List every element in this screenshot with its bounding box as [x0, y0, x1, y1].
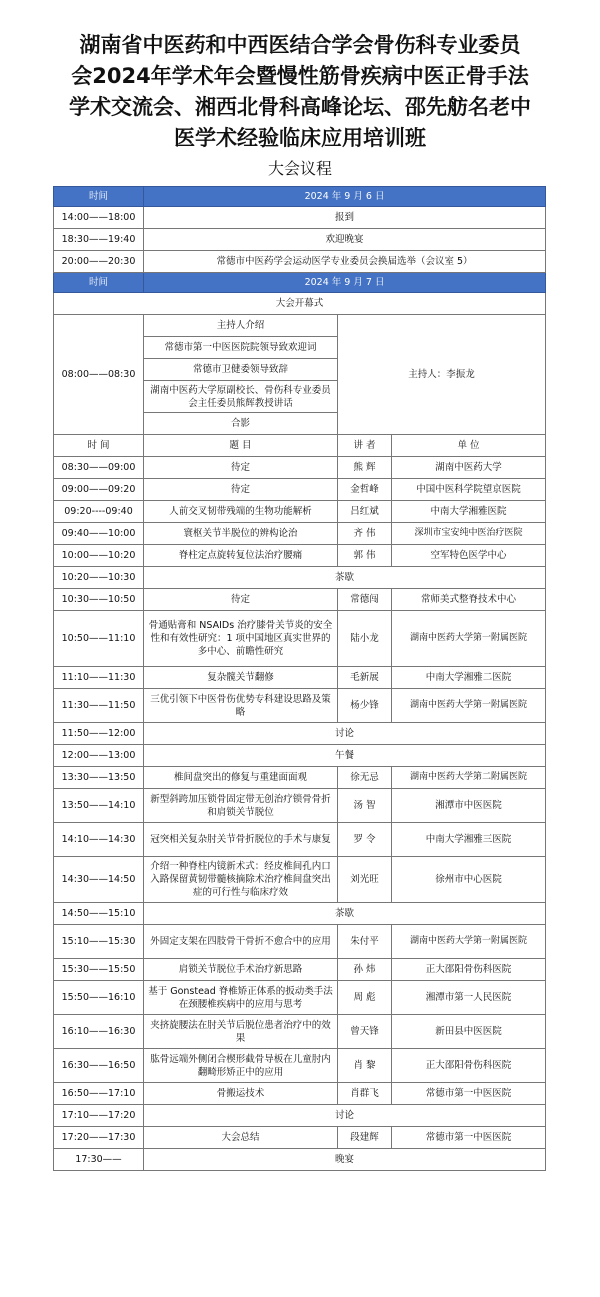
- topic-cell: 三优引领下中医骨伤优势专科建设思路及策略: [144, 689, 338, 723]
- time-cell: 18:30——19:40: [54, 229, 144, 251]
- day-header-date: 2024 年 9 月 6 日: [144, 187, 546, 207]
- unit-cell: 新田县中医医院: [392, 1015, 546, 1049]
- topic-cell: 冠突相关复杂肘关节骨折脱位的手术与康复: [144, 823, 338, 857]
- unit-cell: 正大邵阳骨伤科医院: [392, 1049, 546, 1083]
- unit-cell: 空军特色医学中心: [392, 545, 546, 567]
- table-row: [54, 689, 546, 723]
- time-cell: 11:30——11:50: [54, 689, 144, 723]
- table-row: [54, 207, 546, 229]
- topic-cell: 大会总结: [144, 1127, 338, 1149]
- page-title: [20, 30, 580, 154]
- time-cell: 11:10——11:30: [54, 667, 144, 689]
- speaker-cell: 肖 黎: [338, 1049, 392, 1083]
- unit-cell: 常德市第一中医医院: [392, 1127, 546, 1149]
- column-header: 时 间: [54, 435, 144, 457]
- unit-cell: 中南大学湘雅医院: [392, 501, 546, 523]
- table-row: [54, 823, 546, 857]
- time-cell: 16:10——16:30: [54, 1015, 144, 1049]
- time-cell: 17:30——: [54, 1149, 144, 1171]
- unit-cell: 常德市第一中医医院: [392, 1083, 546, 1105]
- table-row: [54, 1105, 546, 1127]
- opening-time: 08:00——08:30: [54, 315, 144, 435]
- table-row: [54, 611, 546, 667]
- time-cell: 13:50——14:10: [54, 789, 144, 823]
- day-header: [54, 187, 546, 207]
- speaker-cell: 段建辉: [338, 1127, 392, 1149]
- event-cell: 晚宴: [144, 1149, 546, 1171]
- table-row: [54, 315, 546, 337]
- table-row: [54, 523, 546, 545]
- topic-cell: 脊柱定点旋转复位法治疗腰痛: [144, 545, 338, 567]
- table-row: [54, 479, 546, 501]
- table-row: [54, 723, 546, 745]
- time-cell: 13:30——13:50: [54, 767, 144, 789]
- speaker-cell: 陆小龙: [338, 611, 392, 667]
- opening-item: 常德市卫健委领导致辞: [144, 359, 338, 381]
- speaker-cell: 孙 炜: [338, 959, 392, 981]
- unit-cell: 湖南中医药大学第二附属医院: [392, 767, 546, 789]
- event-cell: 茶歇: [144, 567, 546, 589]
- unit-cell: 湘潭市中医医院: [392, 789, 546, 823]
- table-row: [54, 981, 546, 1015]
- table-row: [54, 1149, 546, 1171]
- table-row: [54, 857, 546, 903]
- speaker-cell: 汤 智: [338, 789, 392, 823]
- table-row: [54, 903, 546, 925]
- topic-cell: 肩锁关节脱位手术治疗新思路: [144, 959, 338, 981]
- speaker-cell: 罗 令: [338, 823, 392, 857]
- table-row: [54, 457, 546, 479]
- opening-host: 主持人：李振龙: [338, 315, 546, 435]
- table-row: [54, 767, 546, 789]
- topic-cell: 待定: [144, 589, 338, 611]
- table-row: [54, 1083, 546, 1105]
- speaker-cell: 周 彪: [338, 981, 392, 1015]
- table-row: [54, 545, 546, 567]
- event-cell: 讨论: [144, 723, 546, 745]
- time-cell: 16:50——17:10: [54, 1083, 144, 1105]
- speaker-cell: 金哲峰: [338, 479, 392, 501]
- event-cell: 午餐: [144, 745, 546, 767]
- title-line: 学术交流会、湘西北骨科高峰论坛、邵先舫名老中: [69, 95, 531, 119]
- unit-cell: 湖南中医药大学第一附属医院: [392, 689, 546, 723]
- title-line: 湖南省中医药和中西医结合学会骨伤科专业委员: [79, 33, 521, 57]
- speaker-cell: 熊 辉: [338, 457, 392, 479]
- topic-cell: 寰枢关节半脱位的辨构论治: [144, 523, 338, 545]
- time-cell: 09:20----09:40: [54, 501, 144, 523]
- table-row: [54, 567, 546, 589]
- unit-cell: 湘潭市第一人民医院: [392, 981, 546, 1015]
- time-cell: 15:50——16:10: [54, 981, 144, 1015]
- table-row: [54, 1127, 546, 1149]
- time-cell: 14:30——14:50: [54, 857, 144, 903]
- agenda-table: [53, 186, 546, 1171]
- topic-cell: 待定: [144, 457, 338, 479]
- table-row: [54, 501, 546, 523]
- speaker-cell: 肖群飞: [338, 1083, 392, 1105]
- time-cell: 15:10——15:30: [54, 925, 144, 959]
- time-cell: 10:30——10:50: [54, 589, 144, 611]
- topic-cell: 外固定支架在四肢骨干骨折不愈合中的应用: [144, 925, 338, 959]
- unit-cell: 中南大学湘雅三医院: [392, 823, 546, 857]
- time-cell: 16:30——16:50: [54, 1049, 144, 1083]
- agenda-subtitle: 大会议程: [267, 159, 332, 178]
- column-header: 题 目: [144, 435, 338, 457]
- unit-cell: 徐州市中心医院: [392, 857, 546, 903]
- speaker-cell: 毛新展: [338, 667, 392, 689]
- unit-cell: 湖南中医药大学第一附属医院: [392, 611, 546, 667]
- event-cell: 常德市中医药学会运动医学专业委员会换届选举（会议室 5）: [144, 251, 546, 273]
- title-line: 医学术经验临床应用培训班: [174, 126, 426, 150]
- unit-cell: 湖南中医药大学第一附属医院: [392, 925, 546, 959]
- unit-cell: 中南大学湘雅二医院: [392, 667, 546, 689]
- topic-cell: 骨搬运技术: [144, 1083, 338, 1105]
- topic-cell: 新型斜跨加压锁骨固定带无创治疗锁骨骨折和肩锁关节脱位: [144, 789, 338, 823]
- speaker-cell: 杨少锋: [338, 689, 392, 723]
- opening-ceremony: 大会开幕式: [54, 293, 546, 315]
- opening-item: 常德市第一中医医院院领导致欢迎词: [144, 337, 338, 359]
- column-header: 讲 者: [338, 435, 392, 457]
- speaker-cell: 齐 伟: [338, 523, 392, 545]
- table-row: [54, 925, 546, 959]
- unit-cell: 深圳市宝安纯中医治疗医院: [392, 523, 546, 545]
- day-header-date: 2024 年 9 月 7 日: [144, 273, 546, 293]
- topic-cell: 椎间盘突出的修复与重建面面观: [144, 767, 338, 789]
- speaker-cell: 郭 伟: [338, 545, 392, 567]
- table-row: [54, 667, 546, 689]
- unit-cell: 湖南中医药大学: [392, 457, 546, 479]
- event-cell: 茶歇: [144, 903, 546, 925]
- unit-cell: 中国中医科学院望京医院: [392, 479, 546, 501]
- opening-item: 主持人介绍: [144, 315, 338, 337]
- table-row: [54, 1015, 546, 1049]
- table-row: [54, 589, 546, 611]
- time-cell: 09:00——09:20: [54, 479, 144, 501]
- time-cell: 11:50——12:00: [54, 723, 144, 745]
- speaker-cell: 曾天锋: [338, 1015, 392, 1049]
- speaker-cell: 徐无忌: [338, 767, 392, 789]
- speaker-cell: 常德闯: [338, 589, 392, 611]
- day-header-time: 时间: [54, 273, 144, 293]
- time-cell: 17:10——17:20: [54, 1105, 144, 1127]
- topic-cell: 人前交叉韧带残端的生物功能解析: [144, 501, 338, 523]
- event-cell: 欢迎晚宴: [144, 229, 546, 251]
- speaker-cell: 刘光旺: [338, 857, 392, 903]
- time-cell: 20:00——20:30: [54, 251, 144, 273]
- topic-cell: 肱骨远端外侧闭合楔形截骨导板在儿童肘内翻畸形矫正中的应用: [144, 1049, 338, 1083]
- column-header-row: [54, 435, 546, 457]
- time-cell: 14:10——14:30: [54, 823, 144, 857]
- opening-item: 湖南中医药大学原副校长、骨伤科专业委员会主任委员熊辉教授讲话: [144, 381, 338, 413]
- table-row: [54, 229, 546, 251]
- day-header: [54, 273, 546, 293]
- event-cell: 讨论: [144, 1105, 546, 1127]
- topic-cell: 复杂髋关节翻修: [144, 667, 338, 689]
- title-line: 会2024年学术年会暨慢性筋骨疾病中医正骨手法: [71, 64, 529, 88]
- unit-cell: 常师美式整脊技术中心: [392, 589, 546, 611]
- topic-cell: 夹挤旋腰法在肘关节后脱位患者治疗中的效果: [144, 1015, 338, 1049]
- unit-cell: 正大邵阳骨伤科医院: [392, 959, 546, 981]
- time-cell: 10:20——10:30: [54, 567, 144, 589]
- column-header: 单 位: [392, 435, 546, 457]
- time-cell: 10:00——10:20: [54, 545, 144, 567]
- speaker-cell: 朱付平: [338, 925, 392, 959]
- time-cell: 17:20——17:30: [54, 1127, 144, 1149]
- table-row: [54, 745, 546, 767]
- speaker-cell: 吕红斌: [338, 501, 392, 523]
- table-row: [54, 293, 546, 315]
- time-cell: 15:30——15:50: [54, 959, 144, 981]
- opening-item: 合影: [144, 413, 338, 435]
- time-cell: 12:00——13:00: [54, 745, 144, 767]
- table-row: [54, 1049, 546, 1083]
- table-row: [54, 789, 546, 823]
- topic-cell: 待定: [144, 479, 338, 501]
- event-cell: 报到: [144, 207, 546, 229]
- time-cell: 08:30——09:00: [54, 457, 144, 479]
- table-row: [54, 959, 546, 981]
- topic-cell: 基于 Gonstead 脊椎矫正体系的扳动类手法在颈腰椎疾病中的应用与思考: [144, 981, 338, 1015]
- topic-cell: 介绍一种脊柱内镜新术式：经皮椎间孔内口入路保留黄韧带髓核摘除术治疗椎间盘突出症的可行性与临床疗效: [144, 857, 338, 903]
- time-cell: 14:50——15:10: [54, 903, 144, 925]
- time-cell: 09:40——10:00: [54, 523, 144, 545]
- time-cell: 14:00——18:00: [54, 207, 144, 229]
- topic-cell: 骨通贴膏和 NSAIDs 治疗膝骨关节炎的安全性和有效性研究：1 项中国地区真实世界的多中心、前瞻性研究: [144, 611, 338, 667]
- time-cell: 10:50——11:10: [54, 611, 144, 667]
- table-row: [54, 251, 546, 273]
- day-header-time: 时间: [54, 187, 144, 207]
